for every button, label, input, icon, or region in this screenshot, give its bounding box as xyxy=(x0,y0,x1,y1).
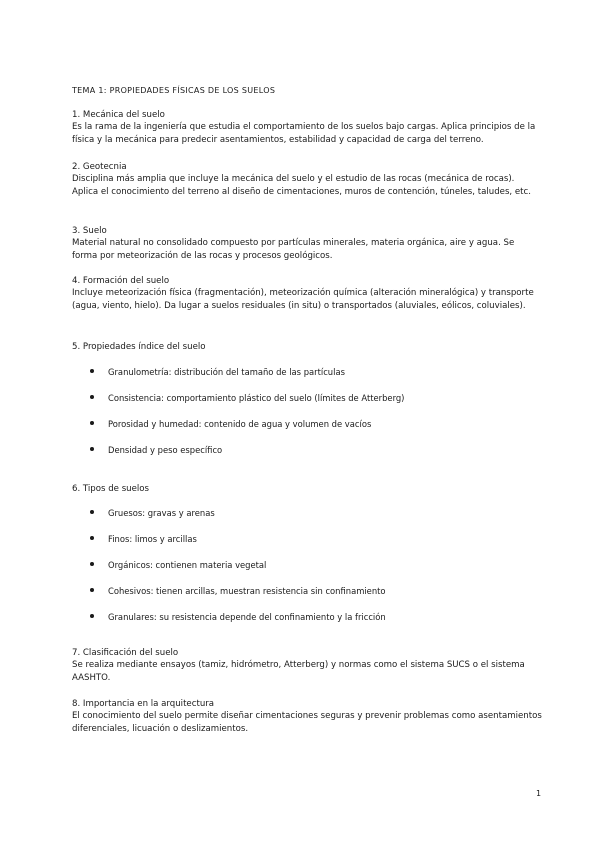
section-heading: 2. Geotecnia xyxy=(72,162,127,172)
bullet-icon xyxy=(90,562,94,566)
section-heading: 7. Clasificación del suelo xyxy=(72,648,179,658)
section-mecanica-del-suelo xyxy=(72,109,542,146)
section-heading: 4. Formación del suelo xyxy=(72,276,170,286)
section-propiedades-indice xyxy=(72,341,542,353)
section-geotecnia xyxy=(72,161,542,198)
list-item xyxy=(90,507,530,533)
bullet-icon xyxy=(90,588,94,592)
list-item-text: Finos: limos y arcillas xyxy=(108,534,197,544)
section-clasificacion-del-suelo xyxy=(72,647,542,684)
bullet-icon xyxy=(90,369,94,373)
section-body: Se realiza mediante ensayos (tamiz, hidrómetro, Atterberg) y normas como el sistema SUCS o el sistema AASHTO. xyxy=(72,660,525,683)
section-body: El conocimiento del suelo permite diseñar cimentaciones seguras y prevenir problemas como asentamientos diferenciales, licuación o deslizamientos. xyxy=(72,711,542,734)
section-heading: 5. Propiedades índice del suelo xyxy=(72,342,206,352)
section-heading: 6. Tipos de suelos xyxy=(72,484,150,494)
bullet-icon xyxy=(90,536,94,540)
section-body: Incluye meteorización física (fragmentación), meteorización química (alteración mineralógica) y transporte (agua, viento, hielo). Da lugar a suelos residuales (in situ) o transportados (aluviales, eólicos, coluviales). xyxy=(72,288,534,311)
section-body: Es la rama de la ingeniería que estudia el comportamiento de los suelos bajo cargas. Aplica principios de la física y la mecánica para predecir asentamientos, estabilidad y capacidad de carga del terreno. xyxy=(72,122,536,145)
bullet-icon xyxy=(90,421,94,425)
tipos-de-suelos-list xyxy=(90,507,530,637)
section-body: Material natural no consolidado compuesto por partículas minerales, materia orgánica, aire y agua. Se forma por meteorización de las rocas y procesos geológicos. xyxy=(72,238,515,261)
list-item-text: Cohesivos: tienen arcillas, muestran resistencia sin confinamiento xyxy=(108,586,386,596)
list-item xyxy=(90,559,530,585)
list-item xyxy=(90,611,530,637)
list-item-text: Granulometría: distribución del tamaño de las partículas xyxy=(108,367,345,377)
list-item-text: Consistencia: comportamiento plástico del suelo (límites de Atterberg) xyxy=(108,393,405,403)
list-item-text: Orgánicos: contienen materia vegetal xyxy=(108,560,267,570)
propiedades-indice-list xyxy=(90,366,530,470)
list-item xyxy=(90,392,530,418)
bullet-icon xyxy=(90,510,94,514)
document-title: TEMA 1: PROPIEDADES FÍSICAS DE LOS SUELOS xyxy=(72,86,276,95)
bullet-icon xyxy=(90,395,94,399)
section-formacion-del-suelo xyxy=(72,275,542,312)
bullet-icon xyxy=(90,614,94,618)
bullet-icon xyxy=(90,447,94,451)
list-item xyxy=(90,533,530,559)
section-suelo xyxy=(72,225,542,262)
list-item-text: Densidad y peso específico xyxy=(108,445,223,455)
section-tipos-de-suelos xyxy=(72,483,542,495)
list-item-text: Gruesos: gravas y arenas xyxy=(108,508,215,518)
list-item xyxy=(90,418,530,444)
page-number: 1 xyxy=(536,789,542,798)
list-item-text: Granulares: su resistencia depende del confinamiento y la fricción xyxy=(108,612,386,622)
section-heading: 8. Importancia en la arquitectura xyxy=(72,699,215,709)
section-heading: 3. Suelo xyxy=(72,226,107,236)
section-importancia-arquitectura xyxy=(72,698,542,735)
list-item xyxy=(90,585,530,611)
section-heading: 1. Mecánica del suelo xyxy=(72,110,165,120)
list-item xyxy=(90,366,530,392)
list-item-text: Porosidad y humedad: contenido de agua y volumen de vacíos xyxy=(108,419,372,429)
section-body: Disciplina más amplia que incluye la mecánica del suelo y el estudio de las rocas (mecánica de rocas). Aplica el conocimiento del terreno al diseño de cimentaciones, muros de contención, túneles, taludes, etc. xyxy=(72,174,532,197)
list-item xyxy=(90,444,530,470)
